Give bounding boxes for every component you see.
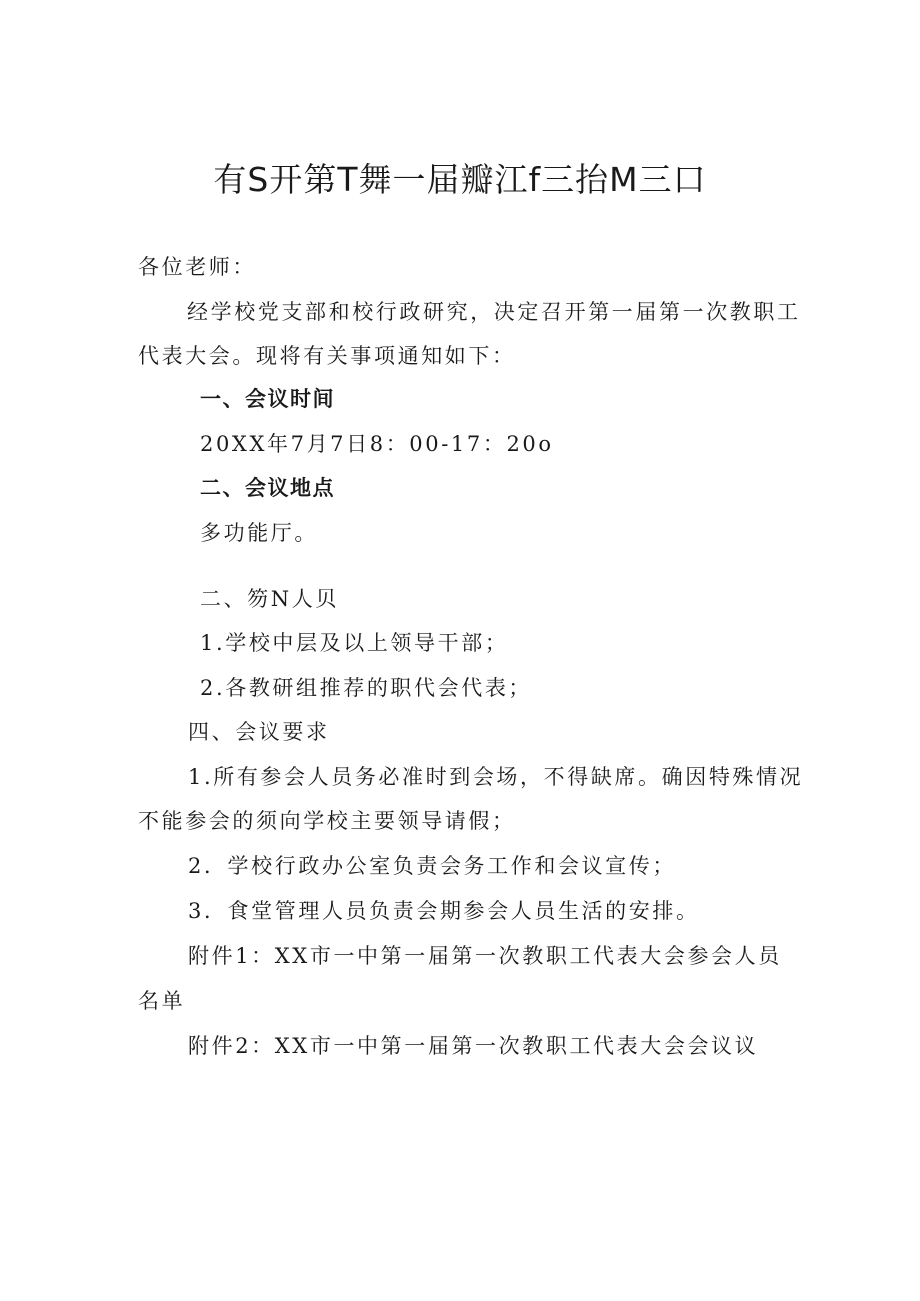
greeting: 各位老师：	[138, 255, 256, 279]
attachment-1-line-2: 名单	[138, 989, 186, 1013]
attachment-2: 附件2：XX市一中第一届第一次教职工代表大会会议议	[188, 1034, 759, 1058]
section-3-item-2: 2.各教研组推荐的职代会代表；	[200, 676, 533, 700]
section-4-item-1-line-2: 不能参会的须向学校主要领导请假；	[138, 809, 516, 833]
intro-line-2: 代表大会。现将有关事项通知如下：	[138, 344, 516, 368]
section-4-item-2: 2．学校行政办公室负责会务工作和会议宣传；	[188, 854, 676, 878]
attachment-1-line-1: 附件1：XX市一中第一届第一次教职工代表大会参会人员	[188, 944, 782, 968]
section-4-heading: 四、会议要求	[188, 720, 330, 744]
section-1-heading: 一、会议时间	[200, 387, 335, 411]
section-2-body: 多功能厅。	[200, 521, 318, 545]
section-3-item-1: 1.学校中层及以上领导干部；	[200, 631, 509, 655]
section-3-heading: 二、笏N人贝	[200, 587, 339, 611]
section-1-body: 20XX年7月7日8：00-17：20o	[200, 432, 554, 456]
document-title: 有S开第T舞一届瓣江f三抬M三口	[213, 160, 707, 199]
section-4-item-1-line-1: 1.所有参会人员务必准时到会场，不得缺席。确因特殊情况	[188, 765, 804, 789]
section-2-heading: 二、会议地点	[200, 476, 335, 500]
intro-line-1: 经学校党支部和校行政研究，决定召开第一届第一次教职工	[187, 300, 801, 324]
section-4-item-3: 3．食堂管理人员负责会期参会人员生活的安排。	[188, 899, 700, 923]
